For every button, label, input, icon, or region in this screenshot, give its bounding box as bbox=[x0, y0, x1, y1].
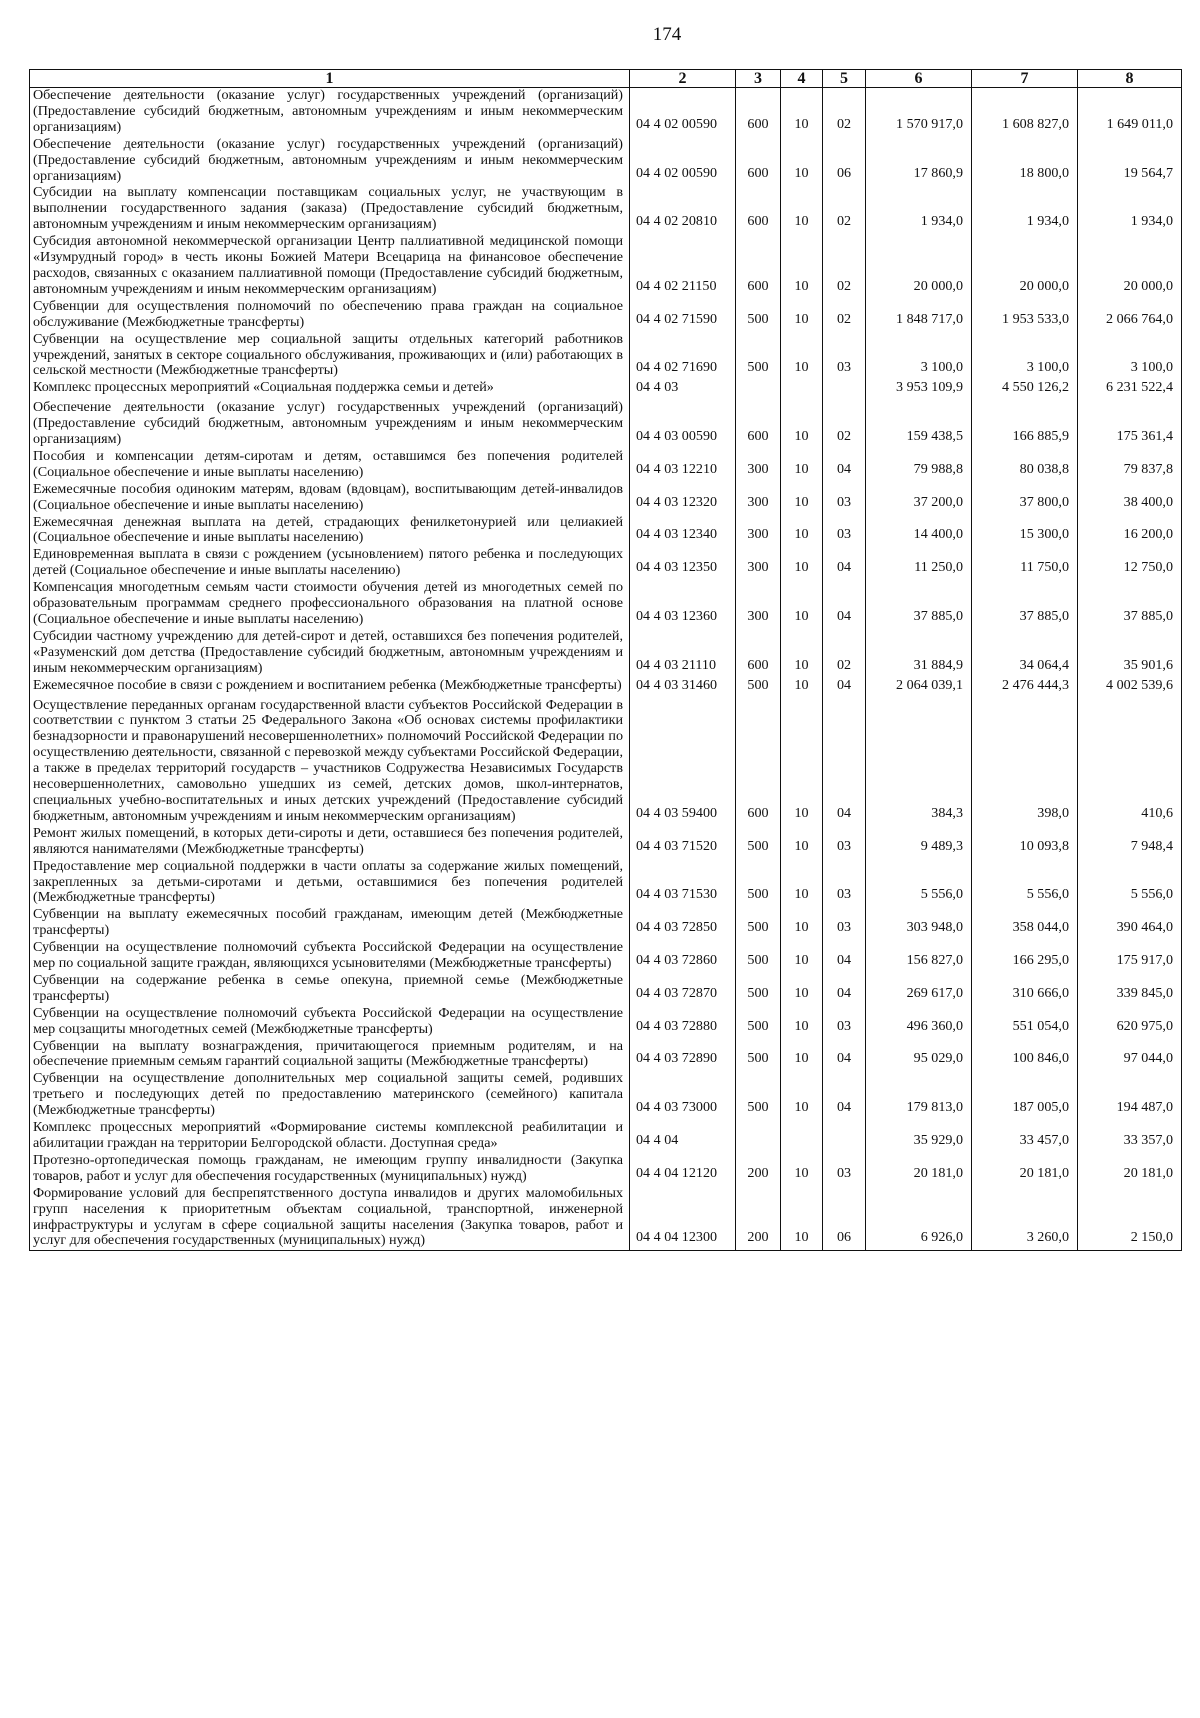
row-amount-col7-cell: 358 044,0 bbox=[972, 907, 1078, 940]
row-code-cell: 04 4 03 72890 bbox=[630, 1039, 736, 1072]
table-row bbox=[30, 826, 1182, 859]
row-section-cell: 10 bbox=[781, 1153, 823, 1186]
row-amount-col8-cell: 4 002 539,6 bbox=[1078, 678, 1182, 698]
row-expense-type-cell: 300 bbox=[736, 515, 781, 548]
row-name-cell: Субвенции на выплату вознаграждения, причитающегося приемным родителям, и на обеспечение приемным семьям гарантий социальной защиты (Межбюджетные трансферты) bbox=[30, 1039, 630, 1072]
row-expense-type-cell bbox=[736, 380, 781, 400]
table-row bbox=[30, 332, 1182, 381]
table-row bbox=[30, 515, 1182, 548]
row-amount-col7-cell: 10 093,8 bbox=[972, 826, 1078, 859]
row-expense-type-cell: 300 bbox=[736, 547, 781, 580]
row-section-cell: 10 bbox=[781, 185, 823, 234]
row-section-cell: 10 bbox=[781, 547, 823, 580]
row-section-cell: 10 bbox=[781, 1039, 823, 1072]
row-section-cell: 10 bbox=[781, 826, 823, 859]
row-section-cell: 10 bbox=[781, 698, 823, 826]
row-section-cell bbox=[781, 380, 823, 400]
table-row bbox=[30, 88, 1182, 137]
table-row bbox=[30, 449, 1182, 482]
row-section-cell: 10 bbox=[781, 515, 823, 548]
row-subsection-cell: 02 bbox=[823, 88, 866, 137]
row-code-cell: 04 4 03 12210 bbox=[630, 449, 736, 482]
row-subsection-cell: 04 bbox=[823, 678, 866, 698]
header-col-8: 8 bbox=[1078, 70, 1182, 88]
row-amount-col7-cell: 4 550 126,2 bbox=[972, 380, 1078, 400]
row-amount-col8-cell: 12 750,0 bbox=[1078, 547, 1182, 580]
row-code-cell: 04 4 02 00590 bbox=[630, 88, 736, 137]
row-code-cell: 04 4 03 71530 bbox=[630, 859, 736, 908]
row-expense-type-cell: 600 bbox=[736, 400, 781, 449]
row-code-cell: 04 4 02 21150 bbox=[630, 234, 736, 299]
row-amount-col8-cell: 5 556,0 bbox=[1078, 859, 1182, 908]
row-expense-type-cell: 200 bbox=[736, 1153, 781, 1186]
table-row bbox=[30, 1039, 1182, 1072]
table-row bbox=[30, 1071, 1182, 1120]
header-col-2: 2 bbox=[630, 70, 736, 88]
row-expense-type-cell: 600 bbox=[736, 234, 781, 299]
row-amount-col6-cell: 14 400,0 bbox=[866, 515, 972, 548]
row-amount-col6-cell: 3 100,0 bbox=[866, 332, 972, 381]
row-amount-col6-cell: 95 029,0 bbox=[866, 1039, 972, 1072]
row-amount-col8-cell: 175 361,4 bbox=[1078, 400, 1182, 449]
row-amount-col8-cell: 2 066 764,0 bbox=[1078, 299, 1182, 332]
row-name-cell: Ежемесячная денежная выплата на детей, страдающих фенилкетонурией или целиакией (Социальное обеспечение и иные выплаты населению) bbox=[30, 515, 630, 548]
row-amount-col8-cell: 1 649 011,0 bbox=[1078, 88, 1182, 137]
row-subsection-cell: 04 bbox=[823, 1071, 866, 1120]
row-expense-type-cell: 500 bbox=[736, 1006, 781, 1039]
table-header-row bbox=[30, 70, 1182, 88]
table-row bbox=[30, 185, 1182, 234]
row-section-cell: 10 bbox=[781, 580, 823, 629]
row-section-cell: 10 bbox=[781, 482, 823, 515]
row-code-cell: 04 4 03 72860 bbox=[630, 940, 736, 973]
row-code-cell: 04 4 04 12300 bbox=[630, 1186, 736, 1251]
row-expense-type-cell: 300 bbox=[736, 449, 781, 482]
row-section-cell: 10 bbox=[781, 332, 823, 381]
row-amount-col8-cell: 3 100,0 bbox=[1078, 332, 1182, 381]
row-amount-col8-cell: 79 837,8 bbox=[1078, 449, 1182, 482]
page-number: 174 bbox=[652, 24, 682, 45]
row-amount-col7-cell: 20 181,0 bbox=[972, 1153, 1078, 1186]
row-amount-col6-cell: 20 000,0 bbox=[866, 234, 972, 299]
row-expense-type-cell: 300 bbox=[736, 580, 781, 629]
header-col-5: 5 bbox=[823, 70, 866, 88]
row-amount-col6-cell: 35 929,0 bbox=[866, 1120, 972, 1153]
row-expense-type-cell: 600 bbox=[736, 137, 781, 186]
row-section-cell: 10 bbox=[781, 400, 823, 449]
row-subsection-cell: 04 bbox=[823, 547, 866, 580]
row-section-cell: 10 bbox=[781, 88, 823, 137]
row-section-cell bbox=[781, 1120, 823, 1153]
row-amount-col8-cell: 33 357,0 bbox=[1078, 1120, 1182, 1153]
row-subsection-cell: 02 bbox=[823, 629, 866, 678]
row-subsection-cell: 03 bbox=[823, 482, 866, 515]
row-expense-type-cell bbox=[736, 1120, 781, 1153]
table-row bbox=[30, 137, 1182, 186]
row-amount-col8-cell: 20 000,0 bbox=[1078, 234, 1182, 299]
row-code-cell: 04 4 03 31460 bbox=[630, 678, 736, 698]
row-amount-col7-cell: 34 064,4 bbox=[972, 629, 1078, 678]
row-amount-col7-cell: 1 608 827,0 bbox=[972, 88, 1078, 137]
row-subsection-cell: 04 bbox=[823, 698, 866, 826]
row-amount-col6-cell: 11 250,0 bbox=[866, 547, 972, 580]
row-amount-col6-cell: 156 827,0 bbox=[866, 940, 972, 973]
row-expense-type-cell: 500 bbox=[736, 826, 781, 859]
row-amount-col6-cell: 1 570 917,0 bbox=[866, 88, 972, 137]
row-amount-col8-cell: 35 901,6 bbox=[1078, 629, 1182, 678]
row-code-cell: 04 4 03 72850 bbox=[630, 907, 736, 940]
row-code-cell: 04 4 03 72880 bbox=[630, 1006, 736, 1039]
row-name-cell: Субвенции на осуществление полномочий субъекта Российской Федерации на осуществление мер по социальной защите граждан, являющихся усыновителями (Межбюджетные трансферты) bbox=[30, 940, 630, 973]
table-row bbox=[30, 234, 1182, 299]
row-amount-col7-cell: 3 260,0 bbox=[972, 1186, 1078, 1251]
row-subsection-cell: 04 bbox=[823, 580, 866, 629]
row-amount-col8-cell: 38 400,0 bbox=[1078, 482, 1182, 515]
row-expense-type-cell: 600 bbox=[736, 88, 781, 137]
row-amount-col8-cell: 1 934,0 bbox=[1078, 185, 1182, 234]
row-expense-type-cell: 500 bbox=[736, 332, 781, 381]
row-code-cell: 04 4 04 bbox=[630, 1120, 736, 1153]
row-subsection-cell: 03 bbox=[823, 515, 866, 548]
row-name-cell: Ежемесячное пособие в связи с рождением и воспитанием ребенка (Межбюджетные трансферты) bbox=[30, 678, 630, 698]
row-name-cell: Субвенции на осуществление мер социальной защиты отдельных категорий работников учреждений, занятых в секторе социального обслуживания, проживающих и (или) работающих в сельской местности (Межбюджетные трансферты) bbox=[30, 332, 630, 381]
row-section-cell: 10 bbox=[781, 940, 823, 973]
row-amount-col6-cell: 179 813,0 bbox=[866, 1071, 972, 1120]
row-amount-col7-cell: 310 666,0 bbox=[972, 973, 1078, 1006]
row-code-cell: 04 4 03 12320 bbox=[630, 482, 736, 515]
row-code-cell: 04 4 03 12360 bbox=[630, 580, 736, 629]
row-amount-col8-cell: 2 150,0 bbox=[1078, 1186, 1182, 1251]
row-code-cell: 04 4 03 73000 bbox=[630, 1071, 736, 1120]
row-amount-col8-cell: 410,6 bbox=[1078, 698, 1182, 826]
row-name-cell: Субвенции на осуществление дополнительных мер социальной защиты семей, родивших третьего и последующих детей по предоставлению материнского (семейного) капитала (Межбюджетные трансферты) bbox=[30, 1071, 630, 1120]
table-body bbox=[30, 88, 1182, 1251]
table-row bbox=[30, 973, 1182, 1006]
row-amount-col6-cell: 6 926,0 bbox=[866, 1186, 972, 1251]
row-code-cell: 04 4 03 12340 bbox=[630, 515, 736, 548]
row-section-cell: 10 bbox=[781, 907, 823, 940]
row-name-cell: Субсидии на выплату компенсации поставщикам социальных услуг, не участвующим в выполнении государственного задания (заказа) (Предоставление субсидий бюджетным, автономным учреждениям и иным некоммерческим организациям) bbox=[30, 185, 630, 234]
row-name-cell: Субвенции для осуществления полномочий по обеспечению права граждан на социальное обслуживание (Межбюджетные трансферты) bbox=[30, 299, 630, 332]
row-name-cell: Протезно-ортопедическая помощь гражданам, не имеющим группу инвалидности (Закупка товаров, работ и услуг для обеспечения государственных (муниципальных) нужд) bbox=[30, 1153, 630, 1186]
row-name-cell: Субвенции на осуществление полномочий субъекта Российской Федерации на осуществление мер соцзащиты многодетных семей (Межбюджетные трансферты) bbox=[30, 1006, 630, 1039]
row-amount-col7-cell: 5 556,0 bbox=[972, 859, 1078, 908]
row-name-cell: Обеспечение деятельности (оказание услуг) государственных учреждений (организаций) (Предоставление субсидий бюджетным, автономным учреждениям и иным некоммерческим организациям) bbox=[30, 88, 630, 137]
row-name-cell: Обеспечение деятельности (оказание услуг) государственных учреждений (организаций) (Предоставление субсидий бюджетным, автономным учреждениям и иным некоммерческим организациям) bbox=[30, 137, 630, 186]
header-col-6: 6 bbox=[866, 70, 972, 88]
row-subsection-cell: 03 bbox=[823, 1153, 866, 1186]
row-amount-col8-cell: 390 464,0 bbox=[1078, 907, 1182, 940]
header-col-1: 1 bbox=[30, 70, 630, 88]
row-expense-type-cell: 500 bbox=[736, 859, 781, 908]
row-amount-col6-cell: 31 884,9 bbox=[866, 629, 972, 678]
row-amount-col6-cell: 37 200,0 bbox=[866, 482, 972, 515]
table-row bbox=[30, 482, 1182, 515]
row-amount-col7-cell: 551 054,0 bbox=[972, 1006, 1078, 1039]
row-name-cell: Формирование условий для беспрепятственного доступа инвалидов и других маломобильных групп населения к приоритетным объектам социальной, транспортной, инженерной инфраструктуры и услугам в сфере социальной защиты населения (Закупка товаров, работ и услуг для обеспечения государственных (муниципальных) нужд) bbox=[30, 1186, 630, 1251]
row-name-cell: Осуществление переданных органам государственной власти субъектов Российской Федерации в соответствии с пунктом 3 статьи 25 Федерального Закона «Об основах системы профилактики безнадзорности и правонарушений несовершеннолетних» полномочий Российской Федерации по осуществлению деятельности, связанной с перевозкой между субъектами Российской Федерации, а также в пределах территорий государств – участников Содружества Независимых Государств несовершеннолетних, самовольно ушедших из семей, детских домов, школ-интернатов, специальных учебно-воспитательных и иных детских учреждений (Предоставление субсидий бюджетным, автономным учреждениям и иным некоммерческим организациям) bbox=[30, 698, 630, 826]
row-amount-col6-cell: 1 848 717,0 bbox=[866, 299, 972, 332]
row-amount-col6-cell: 269 617,0 bbox=[866, 973, 972, 1006]
row-code-cell: 04 4 02 71690 bbox=[630, 332, 736, 381]
row-amount-col8-cell: 339 845,0 bbox=[1078, 973, 1182, 1006]
row-amount-col7-cell: 37 885,0 bbox=[972, 580, 1078, 629]
row-code-cell: 04 4 02 71590 bbox=[630, 299, 736, 332]
table-row bbox=[30, 907, 1182, 940]
row-amount-col6-cell: 384,3 bbox=[866, 698, 972, 826]
row-amount-col6-cell: 79 988,8 bbox=[866, 449, 972, 482]
row-name-cell: Субсидии частному учреждению для детей-сирот и детей, оставшихся без попечения родителей, «Разуменский дом детства (Предоставление субсидий бюджетным, автономным учреждениям и иным некоммерческим организациям) bbox=[30, 629, 630, 678]
row-subsection-cell: 04 bbox=[823, 1039, 866, 1072]
row-name-cell: Компенсация многодетным семьям части стоимости обучения детей из многодетных семей по образовательным программам среднего профессионального образования на платной основе (Социальное обеспечение и иные выплаты населению) bbox=[30, 580, 630, 629]
row-amount-col7-cell: 80 038,8 bbox=[972, 449, 1078, 482]
row-code-cell: 04 4 02 00590 bbox=[630, 137, 736, 186]
row-name-cell: Единовременная выплата в связи с рождением (усыновлением) пятого ребенка и последующих детей (Социальное обеспечение и иные выплаты населению) bbox=[30, 547, 630, 580]
table-row bbox=[30, 678, 1182, 698]
row-subsection-cell: 03 bbox=[823, 859, 866, 908]
table-row bbox=[30, 629, 1182, 678]
row-expense-type-cell: 600 bbox=[736, 185, 781, 234]
row-expense-type-cell: 500 bbox=[736, 907, 781, 940]
row-expense-type-cell: 500 bbox=[736, 1071, 781, 1120]
row-amount-col8-cell: 7 948,4 bbox=[1078, 826, 1182, 859]
row-amount-col7-cell: 398,0 bbox=[972, 698, 1078, 826]
row-amount-col7-cell: 20 000,0 bbox=[972, 234, 1078, 299]
row-section-cell: 10 bbox=[781, 449, 823, 482]
row-expense-type-cell: 600 bbox=[736, 629, 781, 678]
row-code-cell: 04 4 03 21110 bbox=[630, 629, 736, 678]
row-expense-type-cell: 600 bbox=[736, 698, 781, 826]
row-subsection-cell: 04 bbox=[823, 449, 866, 482]
row-amount-col6-cell: 20 181,0 bbox=[866, 1153, 972, 1186]
row-amount-col7-cell: 33 457,0 bbox=[972, 1120, 1078, 1153]
table-row bbox=[30, 940, 1182, 973]
row-section-cell: 10 bbox=[781, 678, 823, 698]
row-name-cell: Ремонт жилых помещений, в которых дети-сироты и дети, оставшиеся без попечения родителей, являются нанимателями (Межбюджетные трансферты) bbox=[30, 826, 630, 859]
row-amount-col8-cell: 19 564,7 bbox=[1078, 137, 1182, 186]
row-code-cell: 04 4 03 71520 bbox=[630, 826, 736, 859]
row-expense-type-cell: 500 bbox=[736, 940, 781, 973]
row-amount-col7-cell: 187 005,0 bbox=[972, 1071, 1078, 1120]
row-amount-col8-cell: 16 200,0 bbox=[1078, 515, 1182, 548]
row-section-cell: 10 bbox=[781, 299, 823, 332]
row-name-cell: Ежемесячные пособия одиноким матерям, вдовам (вдовцам), воспитывающим детей-инвалидов (Социальное обеспечение и иные выплаты населению) bbox=[30, 482, 630, 515]
row-subsection-cell bbox=[823, 1120, 866, 1153]
table-row bbox=[30, 1153, 1182, 1186]
table-row bbox=[30, 380, 1182, 400]
row-code-cell: 04 4 03 bbox=[630, 380, 736, 400]
row-section-cell: 10 bbox=[781, 1186, 823, 1251]
row-amount-col6-cell: 3 953 109,9 bbox=[866, 380, 972, 400]
row-amount-col8-cell: 175 917,0 bbox=[1078, 940, 1182, 973]
row-amount-col7-cell: 166 295,0 bbox=[972, 940, 1078, 973]
row-amount-col8-cell: 20 181,0 bbox=[1078, 1153, 1182, 1186]
row-subsection-cell: 04 bbox=[823, 940, 866, 973]
row-expense-type-cell: 500 bbox=[736, 678, 781, 698]
row-section-cell: 10 bbox=[781, 973, 823, 1006]
row-name-cell: Пособия и компенсации детям-сиротам и детям, оставшимся без попечения родителей (Социальное обеспечение и иные выплаты населению) bbox=[30, 449, 630, 482]
table-row bbox=[30, 1120, 1182, 1153]
row-code-cell: 04 4 03 59400 bbox=[630, 698, 736, 826]
row-name-cell: Субсидия автономной некоммерческой организации Центр паллиативной медицинской помощи «Изумрудный город» в честь иконы Божией Матери Всецарица на финансовое обеспечение расходов, связанных с оказанием паллиативной помощи (Предоставление субсидий бюджетным, автономным учреждениям и иным некоммерческим организациям) bbox=[30, 234, 630, 299]
row-code-cell: 04 4 03 00590 bbox=[630, 400, 736, 449]
row-amount-col6-cell: 2 064 039,1 bbox=[866, 678, 972, 698]
table-row bbox=[30, 400, 1182, 449]
row-subsection-cell: 02 bbox=[823, 299, 866, 332]
row-section-cell: 10 bbox=[781, 1071, 823, 1120]
row-amount-col6-cell: 9 489,3 bbox=[866, 826, 972, 859]
row-subsection-cell: 02 bbox=[823, 400, 866, 449]
row-expense-type-cell: 500 bbox=[736, 299, 781, 332]
row-code-cell: 04 4 04 12120 bbox=[630, 1153, 736, 1186]
row-amount-col6-cell: 303 948,0 bbox=[866, 907, 972, 940]
row-amount-col8-cell: 37 885,0 bbox=[1078, 580, 1182, 629]
row-amount-col8-cell: 97 044,0 bbox=[1078, 1039, 1182, 1072]
row-amount-col7-cell: 1 953 533,0 bbox=[972, 299, 1078, 332]
header-col-3: 3 bbox=[736, 70, 781, 88]
row-amount-col7-cell: 11 750,0 bbox=[972, 547, 1078, 580]
row-amount-col6-cell: 37 885,0 bbox=[866, 580, 972, 629]
row-name-cell: Комплекс процессных мероприятий «Социальная поддержка семьи и детей» bbox=[30, 380, 630, 400]
row-amount-col6-cell: 5 556,0 bbox=[866, 859, 972, 908]
row-code-cell: 04 4 02 20810 bbox=[630, 185, 736, 234]
row-expense-type-cell: 200 bbox=[736, 1186, 781, 1251]
table-row bbox=[30, 1186, 1182, 1251]
row-amount-col6-cell: 159 438,5 bbox=[866, 400, 972, 449]
header-col-7: 7 bbox=[972, 70, 1078, 88]
row-amount-col8-cell: 194 487,0 bbox=[1078, 1071, 1182, 1120]
row-amount-col7-cell: 18 800,0 bbox=[972, 137, 1078, 186]
table-row bbox=[30, 1006, 1182, 1039]
row-subsection-cell: 06 bbox=[823, 1186, 866, 1251]
row-subsection-cell: 04 bbox=[823, 973, 866, 1006]
row-subsection-cell: 03 bbox=[823, 1006, 866, 1039]
row-subsection-cell: 03 bbox=[823, 907, 866, 940]
row-amount-col7-cell: 3 100,0 bbox=[972, 332, 1078, 381]
row-name-cell: Субвенции на выплату ежемесячных пособий гражданам, имеющим детей (Межбюджетные трансферты) bbox=[30, 907, 630, 940]
row-name-cell: Предоставление мер социальной поддержки в части оплаты за содержание жилых помещений, закрепленных за детьми-сиротами и детьми, оставшимися без попечения родителей (Межбюджетные трансферты) bbox=[30, 859, 630, 908]
budget-table bbox=[29, 69, 1182, 1251]
table-row bbox=[30, 580, 1182, 629]
row-expense-type-cell: 500 bbox=[736, 1039, 781, 1072]
row-subsection-cell: 03 bbox=[823, 332, 866, 381]
row-subsection-cell: 06 bbox=[823, 137, 866, 186]
row-amount-col7-cell: 166 885,9 bbox=[972, 400, 1078, 449]
table-row bbox=[30, 299, 1182, 332]
row-amount-col7-cell: 1 934,0 bbox=[972, 185, 1078, 234]
row-subsection-cell: 02 bbox=[823, 234, 866, 299]
row-subsection-cell: 02 bbox=[823, 185, 866, 234]
row-code-cell: 04 4 03 12350 bbox=[630, 547, 736, 580]
row-amount-col6-cell: 496 360,0 bbox=[866, 1006, 972, 1039]
row-subsection-cell bbox=[823, 380, 866, 400]
row-amount-col7-cell: 15 300,0 bbox=[972, 515, 1078, 548]
row-code-cell: 04 4 03 72870 bbox=[630, 973, 736, 1006]
row-amount-col8-cell: 620 975,0 bbox=[1078, 1006, 1182, 1039]
table-row bbox=[30, 547, 1182, 580]
row-section-cell: 10 bbox=[781, 629, 823, 678]
row-name-cell: Субвенции на содержание ребенка в семье опекуна, приемной семье (Межбюджетные трансферты) bbox=[30, 973, 630, 1006]
row-section-cell: 10 bbox=[781, 234, 823, 299]
row-amount-col8-cell: 6 231 522,4 bbox=[1078, 380, 1182, 400]
row-section-cell: 10 bbox=[781, 859, 823, 908]
row-section-cell: 10 bbox=[781, 137, 823, 186]
row-amount-col6-cell: 1 934,0 bbox=[866, 185, 972, 234]
row-name-cell: Комплекс процессных мероприятий «Формирование системы комплексной реабилитации и абилитации граждан на территории Белгородской области. Доступная среда» bbox=[30, 1120, 630, 1153]
row-expense-type-cell: 300 bbox=[736, 482, 781, 515]
table-row bbox=[30, 859, 1182, 908]
row-amount-col7-cell: 2 476 444,3 bbox=[972, 678, 1078, 698]
header-col-4: 4 bbox=[781, 70, 823, 88]
table-row bbox=[30, 698, 1182, 826]
row-name-cell: Обеспечение деятельности (оказание услуг) государственных учреждений (организаций) (Предоставление субсидий бюджетным, автономным учреждениям и иным некоммерческим организациям) bbox=[30, 400, 630, 449]
row-amount-col7-cell: 37 800,0 bbox=[972, 482, 1078, 515]
row-subsection-cell: 03 bbox=[823, 826, 866, 859]
row-amount-col7-cell: 100 846,0 bbox=[972, 1039, 1078, 1072]
row-expense-type-cell: 500 bbox=[736, 973, 781, 1006]
row-amount-col6-cell: 17 860,9 bbox=[866, 137, 972, 186]
row-section-cell: 10 bbox=[781, 1006, 823, 1039]
